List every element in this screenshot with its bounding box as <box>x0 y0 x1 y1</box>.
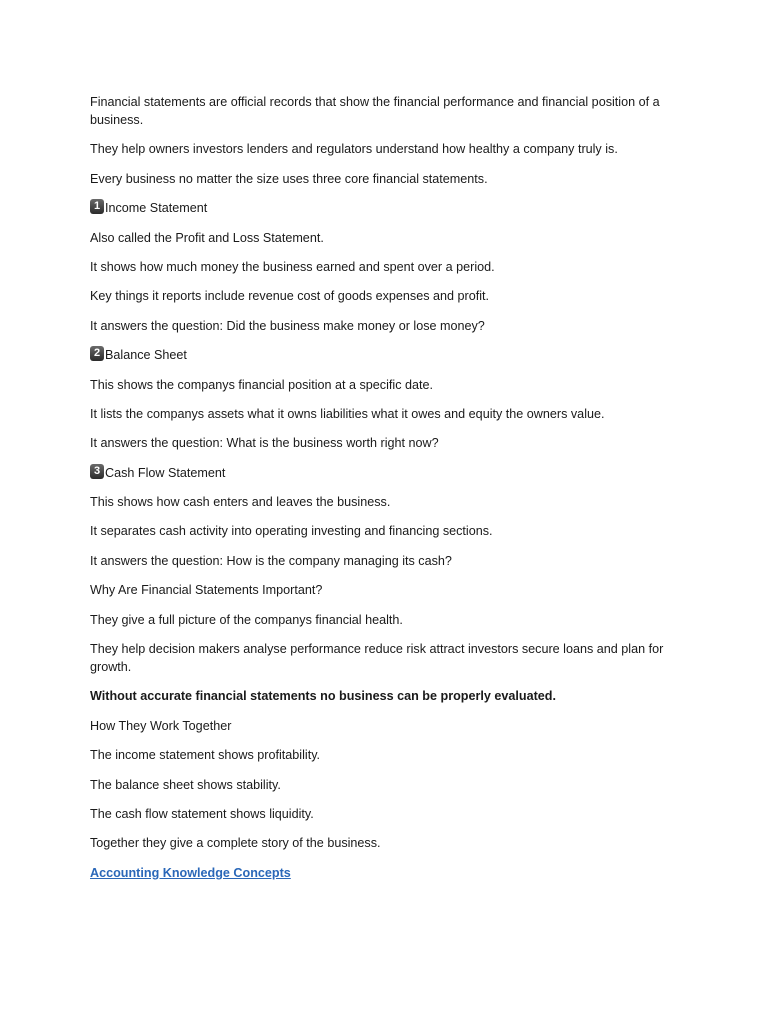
balance-line: It answers the question: What is the business worth right now? <box>90 436 439 451</box>
importance-heading: Why Are Financial Statements Important? <box>90 583 323 598</box>
income-statement-heading <box>90 199 690 217</box>
income-line: It answers the question: Did the business make money or lose money? <box>90 318 485 333</box>
together-line: The balance sheet shows stability. <box>90 777 281 792</box>
together-line: Together they give a complete story of the business. <box>90 836 381 851</box>
intro-paragraph-1: Financial statements are official records that show the financial performance and financial position of a business. <box>90 95 660 127</box>
income-line: It shows how much money the business earned and spent over a period. <box>90 259 495 274</box>
keycap-2-icon: 2 <box>90 346 104 361</box>
together-line: The cash flow statement shows liquidity. <box>90 806 314 821</box>
intro-paragraph-3: Every business no matter the size uses three core financial statements. <box>90 171 488 186</box>
income-statement-title: Income Statement <box>105 201 208 216</box>
keycap-3-icon: 3 <box>90 464 104 479</box>
balance-line: It lists the companys assets what it owns liabilities what it owes and equity the owners value. <box>90 406 605 421</box>
cash-flow-heading <box>90 464 690 482</box>
keycap-1-icon: 1 <box>90 199 104 214</box>
balance-line: This shows the companys financial position at a specific date. <box>90 377 434 392</box>
balance-sheet-title: Balance Sheet <box>105 348 187 363</box>
together-line: The income statement shows profitability. <box>90 748 321 763</box>
cash-flow-line: It separates cash activity into operating investing and financing sections. <box>90 524 493 539</box>
accounting-knowledge-link[interactable]: Accounting Knowledge Concepts <box>90 865 291 880</box>
cash-flow-line: It answers the question: How is the company managing its cash? <box>90 553 452 568</box>
intro-paragraph-2: They help owners investors lenders and regulators understand how healthy a company truly is. <box>90 142 618 157</box>
income-line: Also called the Profit and Loss Statement. <box>90 230 324 245</box>
income-line: Key things it reports include revenue cost of goods expenses and profit. <box>90 289 490 304</box>
together-heading: How They Work Together <box>90 718 232 733</box>
cash-flow-line: This shows how cash enters and leaves the business. <box>90 495 391 510</box>
balance-sheet-heading <box>90 346 690 364</box>
importance-line: They give a full picture of the companys financial health. <box>90 612 403 627</box>
importance-line: They help decision makers analyse performance reduce risk attract investors secure loans and plan for growth. <box>90 642 664 675</box>
cash-flow-title: Cash Flow Statement <box>105 465 226 480</box>
document-page <box>90 93 690 893</box>
importance-bold-statement: Without accurate financial statements no business can be properly evaluated. <box>90 689 556 704</box>
